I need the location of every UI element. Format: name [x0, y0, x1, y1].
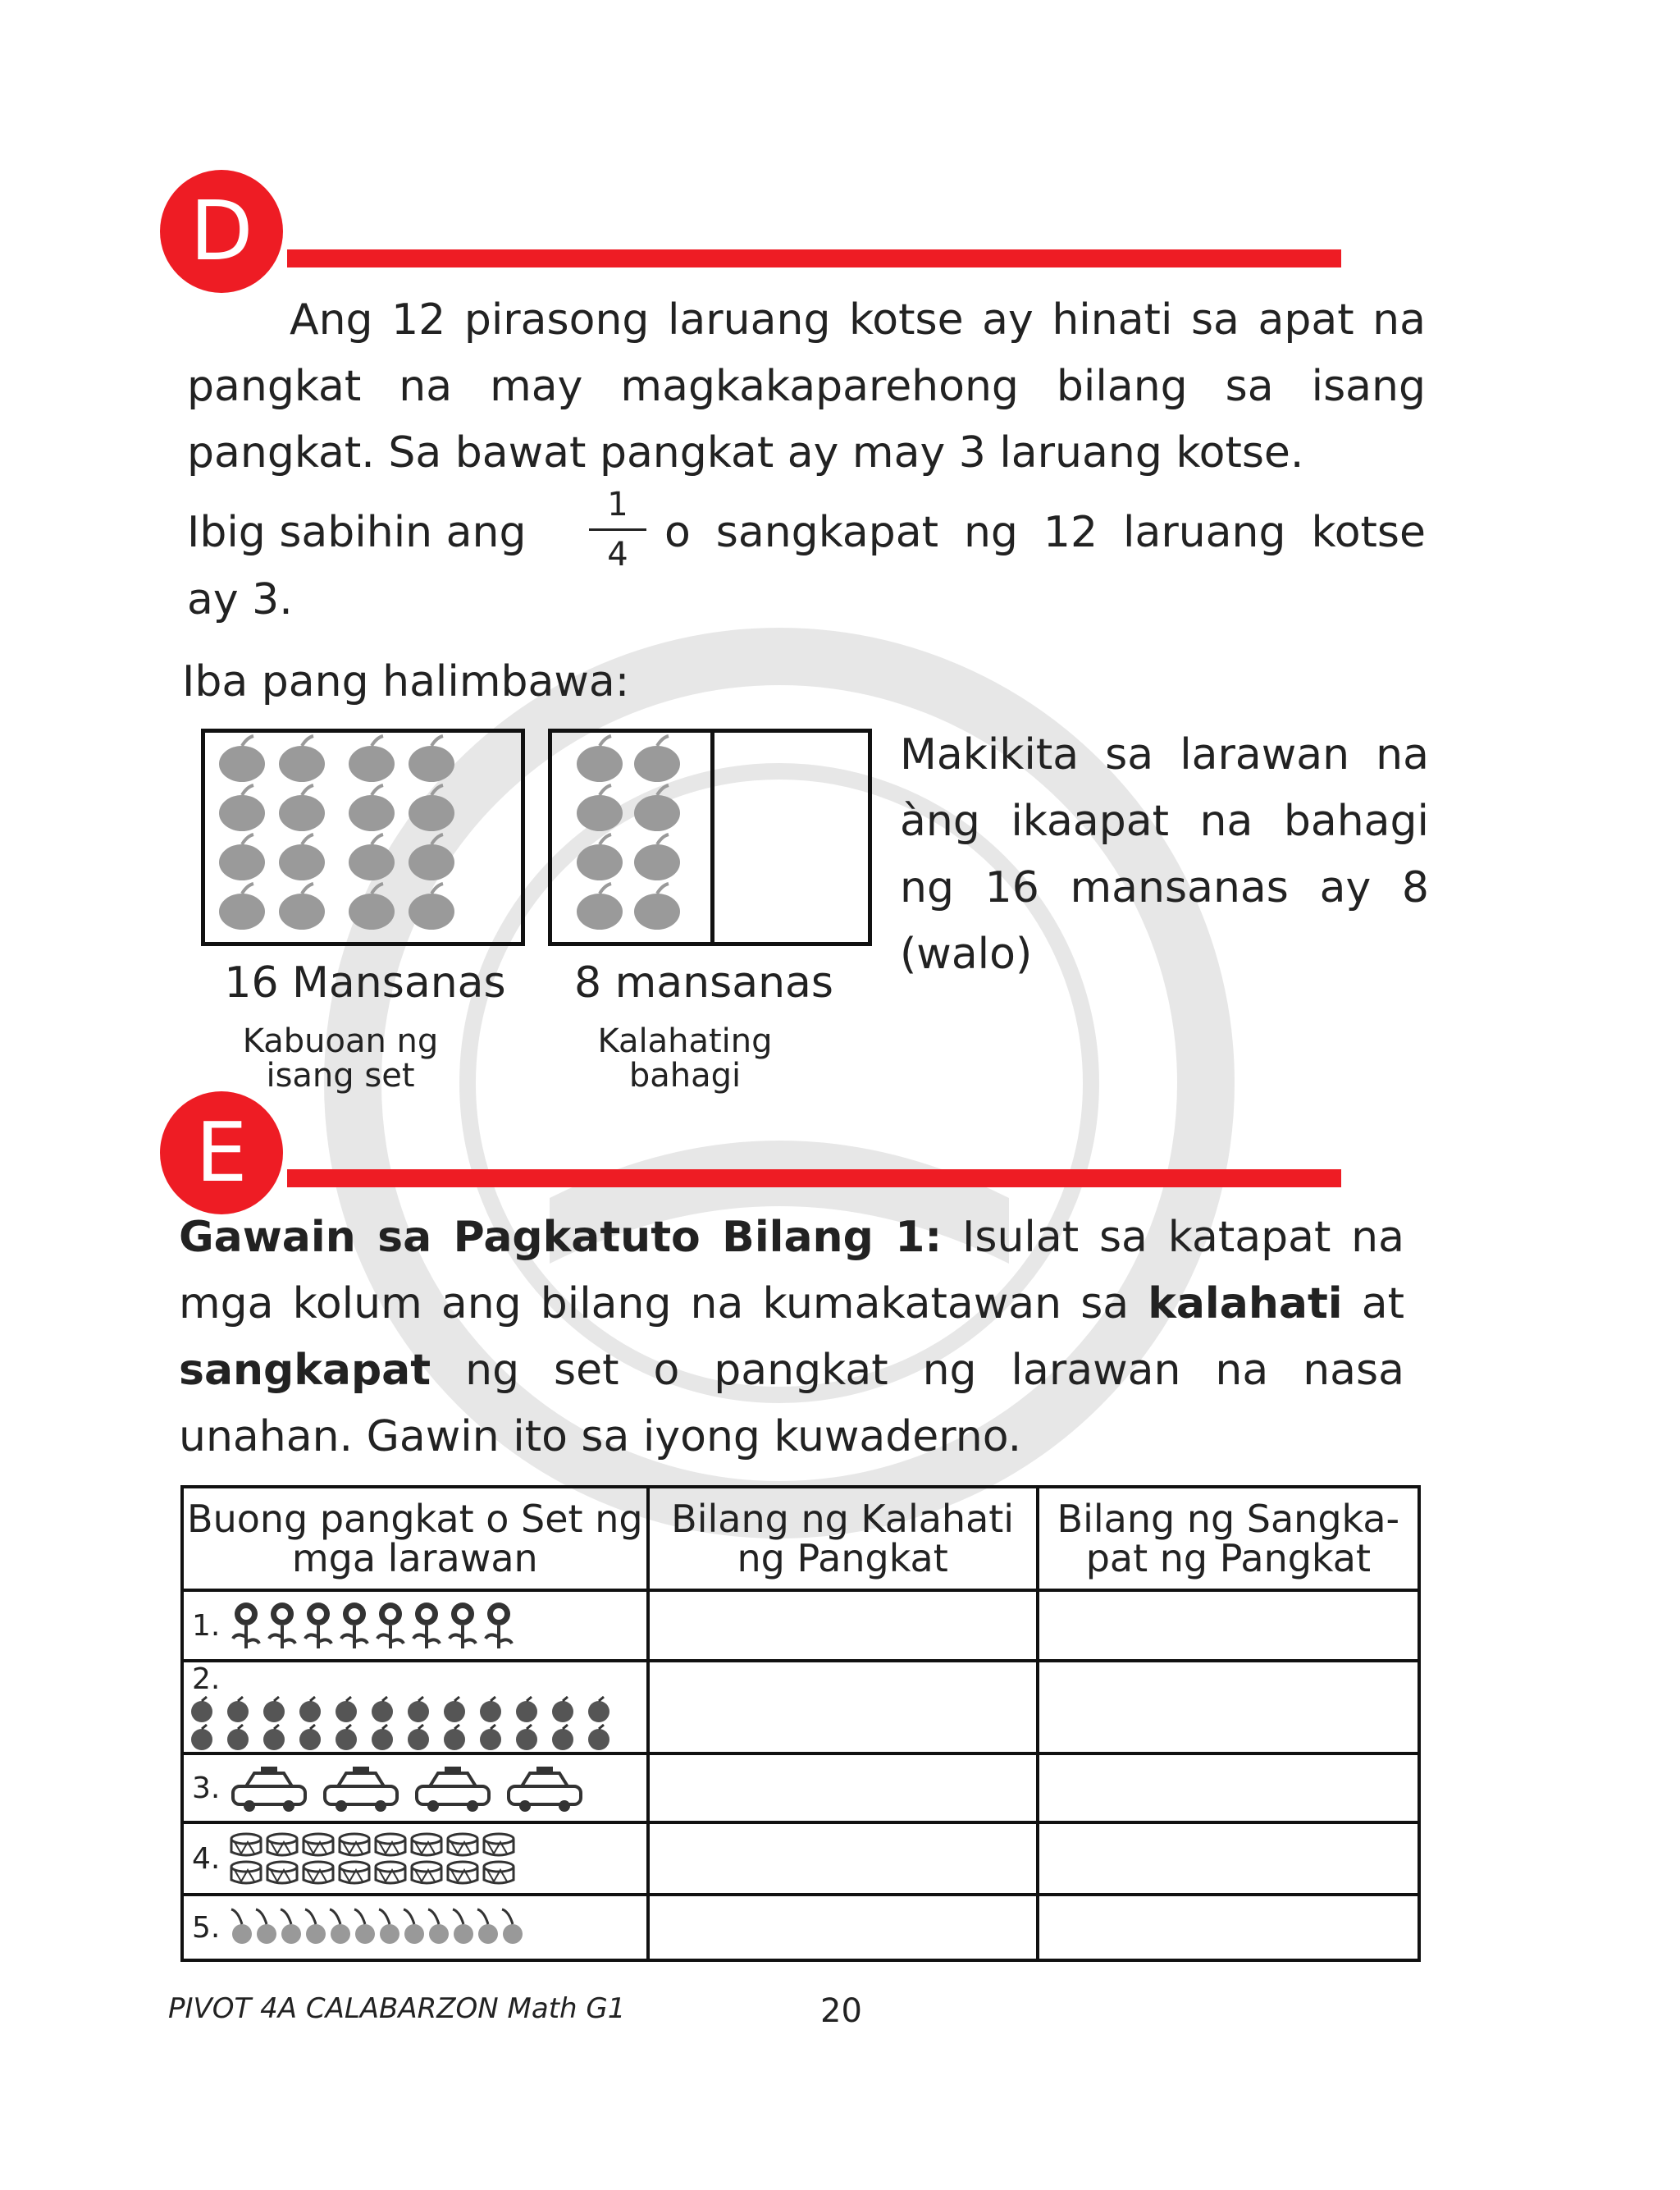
picture-set-cell [182, 1753, 648, 1822]
apple-icon [577, 884, 623, 930]
quarter-answer-cell [1038, 1661, 1419, 1753]
orange-icon [545, 1696, 581, 1724]
apple-icon [409, 736, 454, 782]
apple-icon [279, 834, 325, 880]
sunflower-icon [372, 1599, 409, 1652]
fruit-icon [277, 1901, 305, 1954]
picture-set [184, 1696, 617, 1752]
drum-icon [336, 1831, 372, 1859]
apple-icon [409, 785, 454, 831]
taxi-icon [412, 1762, 494, 1814]
apple-icon [279, 736, 325, 782]
box1-subcaption: Kabuoan ng isang set [242, 1022, 439, 1095]
fraction-numerator: 1 [607, 486, 628, 523]
apple-icon [409, 834, 454, 880]
section-d-badge: D [160, 170, 283, 293]
footer-title: PIVOT 4A CALABARZON Math G1 [168, 1992, 626, 2025]
fruit-icon [400, 1901, 428, 1954]
row-number: 5. [192, 1910, 221, 1945]
sunflower-icon [409, 1599, 445, 1652]
apples-box-16 [201, 729, 525, 946]
apple-icon [577, 785, 623, 831]
drum-icon [445, 1831, 481, 1859]
drum-icon [264, 1831, 300, 1859]
orange-icon [364, 1724, 400, 1752]
orange-icon [328, 1696, 364, 1724]
table-header-row [182, 1487, 1419, 1590]
orange-icon [545, 1724, 581, 1752]
taxi-icon [228, 1762, 310, 1814]
drum-icon [372, 1859, 409, 1886]
picture-set [228, 1901, 523, 1954]
row-number: 1. [192, 1608, 221, 1643]
quarter-answer-cell [1038, 1822, 1419, 1895]
apple-icon [577, 736, 623, 782]
orange-icon [436, 1696, 472, 1724]
section-e-badge: E [160, 1091, 283, 1214]
taxi-icon [320, 1762, 402, 1814]
orange-icon [472, 1724, 509, 1752]
iba-pang-halimbawa: Iba pang halimbawa: [182, 657, 630, 706]
orange-icon [256, 1724, 292, 1752]
drum-icon [264, 1859, 300, 1886]
fraction-denominator: 4 [607, 536, 628, 574]
fruit-icon [351, 1901, 379, 1954]
half-answer-cell [648, 1661, 1038, 1753]
picture-set [228, 1599, 517, 1652]
drum-icon [300, 1831, 336, 1859]
apple-icon [219, 834, 265, 880]
instr-part3: ng set o pangkat ng larawan na nasa unahan. Gawin ito sa iyong kuwaderno. [179, 1346, 1404, 1461]
apple-icon [577, 834, 623, 880]
worksheet-table [180, 1485, 1421, 1962]
box2-caption: 8 mansanas [574, 958, 833, 1008]
apple-icon [349, 785, 395, 831]
box-divider [710, 733, 714, 942]
page-number: 20 [820, 1992, 862, 2030]
apple-icon [219, 785, 265, 831]
drum-icon [445, 1859, 481, 1886]
row-number: 2. [192, 1662, 221, 1696]
apple-icon [634, 736, 680, 782]
fruit-icon [302, 1901, 330, 1954]
drum-icon [228, 1831, 264, 1859]
picture-set-cell [182, 1661, 648, 1753]
orange-icon [292, 1724, 328, 1752]
sunflower-icon [228, 1599, 264, 1652]
taxi-icon [504, 1762, 586, 1814]
table-row [182, 1590, 1419, 1661]
apple-icon [349, 736, 395, 782]
orange-icon [581, 1696, 617, 1724]
instr-part2: at [1342, 1279, 1404, 1328]
half-answer-cell [648, 1590, 1038, 1661]
half-answer-cell [648, 1753, 1038, 1822]
half-answer-cell [648, 1895, 1038, 1960]
instr-sangkapat: sangkapat [179, 1346, 431, 1395]
instr-kalahati: kalahati [1148, 1279, 1343, 1328]
section-e-divider [287, 1169, 1341, 1187]
fraction-one-fourth [589, 484, 646, 575]
table-row [182, 1822, 1419, 1895]
table-row [182, 1753, 1419, 1822]
sunflower-icon [445, 1599, 481, 1652]
table-row [182, 1661, 1419, 1753]
half-answer-cell [648, 1822, 1038, 1895]
picture-set [228, 1762, 596, 1814]
picture-set-cell [182, 1895, 648, 1960]
ibig-end: ay 3. [187, 575, 293, 624]
fruit-icon [474, 1901, 502, 1954]
orange-icon [364, 1696, 400, 1724]
orange-icon [436, 1724, 472, 1752]
drum-icon [336, 1859, 372, 1886]
instructions [179, 1205, 1404, 1470]
fruit-icon [450, 1901, 477, 1954]
apple-grid-16 [205, 733, 521, 942]
box1-caption: 16 Mansanas [224, 958, 506, 1008]
sunflower-icon [481, 1599, 517, 1652]
fruit-icon [326, 1901, 354, 1954]
drum-icon [409, 1859, 445, 1886]
row-number: 3. [192, 1771, 221, 1805]
orange-icon [220, 1696, 256, 1724]
fruit-icon [228, 1901, 256, 1954]
apple-icon [349, 884, 395, 930]
instr-part1: Isulat sa katapat na mga kolum ang bilang na kumakatawan sa [179, 1213, 1405, 1328]
drum-icon [372, 1831, 409, 1859]
fruit-icon [253, 1901, 281, 1954]
orange-icon [581, 1724, 617, 1752]
picture-set-cell [182, 1590, 648, 1661]
drum-icon [300, 1859, 336, 1886]
orange-icon [400, 1724, 436, 1752]
quarter-answer-cell [1038, 1895, 1419, 1960]
fruit-icon [499, 1901, 527, 1954]
section-d-divider [287, 249, 1341, 267]
orange-icon [400, 1696, 436, 1724]
orange-icon [472, 1696, 509, 1724]
row-number: 4. [192, 1841, 221, 1876]
quarter-answer-cell [1038, 1753, 1419, 1822]
orange-icon [328, 1724, 364, 1752]
drum-icon [228, 1859, 264, 1886]
apple-icon [349, 834, 395, 880]
orange-icon [509, 1724, 545, 1752]
apple-icon [279, 785, 325, 831]
header-sangkapat: Bilang ng Sangka-pat ng Pangkat [1038, 1487, 1419, 1590]
apples-box-8 [548, 729, 872, 946]
header-kalahati: Bilang ng Kalahati ng Pangkat [648, 1487, 1038, 1590]
fruit-icon [376, 1901, 404, 1954]
apple-icon [409, 884, 454, 930]
quarter-answer-cell [1038, 1590, 1419, 1661]
orange-icon [256, 1696, 292, 1724]
apple-icon [279, 884, 325, 930]
apple-icon [634, 834, 680, 880]
sunflower-icon [264, 1599, 300, 1652]
drum-icon [409, 1831, 445, 1859]
fraction-line [589, 528, 646, 531]
orange-icon [184, 1696, 220, 1724]
apple-icon [219, 884, 265, 930]
picture-set-cell [182, 1822, 648, 1895]
apple-icon [219, 736, 265, 782]
side-text: Makikita sa larawan na àng ikaapat na bahagi ng 16 mansanas ay 8 (walo) [900, 730, 1429, 979]
drum-icon [481, 1859, 517, 1886]
sunflower-icon [300, 1599, 336, 1652]
sunflower-icon [336, 1599, 372, 1652]
orange-icon [184, 1724, 220, 1752]
apple-icon [634, 884, 680, 930]
section-d-paragraph-text: Ang 12 pirasong laruang kotse ay hinati sa apat na pangkat na may magkakaparehong bilang sa isang pangkat. Sa bawat pangkat ay may 3 laruang kotse. [187, 295, 1426, 478]
ibig-after: o sangkapat ng 12 laruang kotse [664, 508, 1426, 557]
fruit-icon [425, 1901, 453, 1954]
orange-icon [509, 1696, 545, 1724]
orange-icon [292, 1696, 328, 1724]
section-d-paragraph [187, 287, 1426, 487]
apple-icon [634, 785, 680, 831]
drum-icon [481, 1831, 517, 1859]
ibig-before: Ibig sabihin ang [187, 508, 527, 557]
instr-title: Gawain sa Pagkatuto Bilang 1: [179, 1213, 943, 1262]
header-set: Buong pangkat o Set ng mga larawan [182, 1487, 648, 1590]
box2-subcaption: Kalahating bahagi [597, 1022, 773, 1095]
orange-icon [220, 1724, 256, 1752]
picture-set [228, 1831, 517, 1886]
table-row [182, 1895, 1419, 1960]
